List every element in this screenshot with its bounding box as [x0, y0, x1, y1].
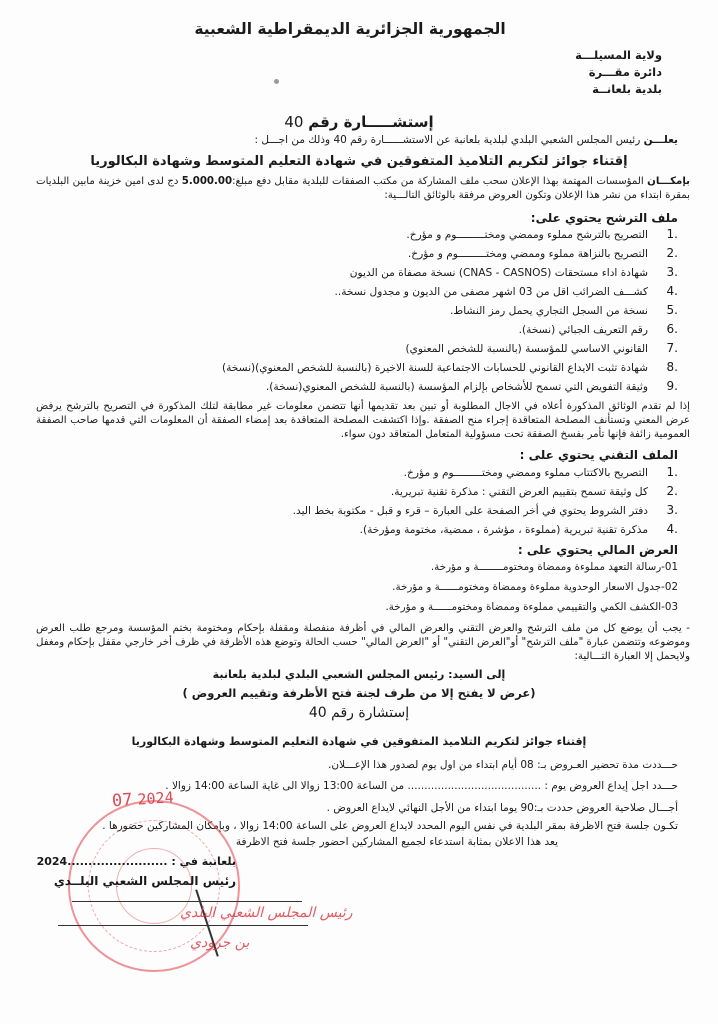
list-item: 9. وثيقة التفويض التي تسمح للأشخاص بإلزام المؤسسة (بالنسبة للشخص المعنوي(نسخة).	[265, 379, 678, 393]
list-item: 8. شهادة تثبت الايداع القانوني للحسابات الاجتماعية للسنة الاخيرة (بالنسبة للشخص المعنوي)(نسخة)	[221, 360, 678, 374]
candidacy-warning: إذا لم تقدم الوثائق المذكورة أعلاه في الاجال المطلوبة أو تبين بعد تقديمها أنها تتضمن معلومات غير مطابقة لتلك المذكورة في التصريح بالترشح يرفض عرض المعني وتستأنف المصلحة المتعاقدة إجراء منح الصفقة .وإذا اكتشفت المصلحة المتعاقدة بعد إمضاء الصفقة أن المعلومات التي قدمها صاحب الصفقة العمومية زائفة فإنها تأمر بفسخ الصفقة تحت مسؤولية المتعامل المتعاقد دون سواء.	[36, 401, 690, 440]
signature-stroke	[58, 925, 308, 926]
consultation-title	[0, 113, 718, 131]
stamp-date-year: 2024	[136, 788, 175, 809]
list-item: 3. شهادة اداء مستحقات (CNAS - CASNOS) نسخة مصفاة من الديون	[349, 265, 678, 279]
envelope-instructions: - يجب أن يوضع كل من ملف الترشح والعرض التقني والعرض المالي في أظرفة منفصلة ومقفلة بإحكام ومختومة بختم المؤسسة ومرجع طلب العرض وموضوعه وتتضمن عبارة "ملف الترشح" أو"العرض التقني" أو "العرض المالي" حسب الحالة وتوضع هذه الأظرفة في ظرف أخر خارجي مقفل بإحكام ومغفل ولايحمل إلا العبارة التـــالية:	[36, 623, 690, 662]
preparation-period: حـــددت مدة تحضير العـروض بـ: 08 أيام ابتداء من اول يوم لصدور هذا الإعـــلان.	[328, 759, 678, 771]
fee-amount: 5.000.00	[181, 176, 233, 187]
intro-paragraph	[36, 175, 690, 203]
list-item: 02-جدول الاسعار الوحدوية مملوءة وممضاة ومختومــــــة و مؤرخة.	[392, 581, 678, 593]
signature-title: رئيس المجلس الشعبي البلــدي	[53, 874, 236, 888]
announce-lead: يعلـــن	[643, 134, 678, 146]
offer-validity: أجـــال صلاحية العروض حددت بـ:90 يوما ابتداء من الأجل النهائي لايداع العروض .	[326, 802, 678, 814]
deposit-deadline	[165, 780, 678, 792]
list-item: 3. دفتر الشروط يحتوي في أخر الصفحة على العبارة – قرء و قبل - مكتوبة بخط اليد.	[292, 503, 678, 517]
signature-date-blank: ........................2024	[36, 855, 168, 868]
fee-unit: دج	[167, 176, 179, 187]
list-item: 6. رقم التعريف الجبائي (نسخة).	[518, 322, 678, 336]
list-item: 4. مذكرة تقنية تبريرية (مملوءة ، مؤشرة ، ممضية، مختومة ومؤرخة).	[359, 522, 678, 536]
envelope-addressee: إلى السيد: رئيس المجلس الشعبي البلدي لبلدية بلعانبة	[212, 668, 506, 681]
financial-list	[386, 561, 679, 621]
daira-label: دائرة مقـــرة	[588, 65, 662, 79]
announce-text: رئيس المجلس الشعبي البلدي لبلدية بلعانبة عن الاستشــــــارة رقم 40 وذلك من اجـــل :	[254, 134, 641, 146]
stamp-date-month: 07	[111, 789, 134, 812]
dot-mark-icon	[274, 79, 279, 84]
envelope-consult-ref: إستشارة رقم 40	[308, 705, 410, 721]
list-item: 01-رسالة التعهد مملوءة وممضاة ومختومــــــــة و مؤرخة.	[430, 561, 678, 573]
handwritten-title: رئيس المجلس الشعبي البلدي	[180, 905, 353, 921]
signature-stroke	[72, 901, 302, 902]
administrative-header	[575, 47, 662, 98]
list-item: 2. كل وثيقة تسمح بتقييم العرض التقني : مذكرة تقنية تبريرية.	[390, 484, 678, 498]
list-item: 1. التصريح بالترشح مملوء وممضي ومختـــــــــوم و مؤرخ.	[406, 227, 678, 241]
candidacy-heading: ملف الترشح يحتوي على:	[530, 211, 678, 225]
technical-heading: الملف التقني يحتوي على :	[519, 448, 678, 462]
para-part2: لدى امين خزينة مابين البلديات بمقرة ابتداء من نشر هذا الإعلان وتكون العروض مرفقة بالوثائق التالـــية:	[36, 176, 690, 201]
announcement-line	[255, 134, 678, 146]
financial-heading: العرض المالي يحتوي على :	[517, 543, 678, 557]
republic-heading: الجمهورية الجزائرية الديمقراطية الشعبية	[194, 20, 506, 38]
subject-heading: إقتناء جوائز لتكريم التلاميذ المتفوقين في شهادة التعليم المتوسط وشهادة البكالوريا	[90, 154, 628, 169]
signature-place	[37, 855, 236, 868]
consultation-title-number: 40	[284, 113, 304, 131]
wilaya-label: ولاية المسيلـــة	[575, 48, 662, 62]
technical-list	[293, 465, 678, 541]
para-lead: بإمكـــان	[647, 176, 690, 187]
list-item: 03-الكشف الكمي والتقييمي مملوءة وممضاة ومختومــــــة و مؤرخة.	[385, 601, 678, 613]
opening-session: تكـون جلسة فتح الاظرفة بمقر البلدية في نفس اليوم المحدد لايداع العروض على الساعة 14:00 زوالا ، وبإمكان المشاركين حضورها .	[102, 820, 678, 832]
handwritten-name: بن جرودي	[190, 935, 250, 951]
list-item: 1. التصريح بالاكتتاب مملوء وممضي ومختـــــــــوم و مؤرخ.	[403, 465, 678, 479]
commune-label: بلدية بلعانــة	[592, 82, 662, 96]
consultation-title-label: إستشـــــارة رقم	[308, 113, 434, 131]
deposit-lead: حـــدد اجل إيداع العروض يوم :	[544, 780, 678, 792]
signature-place-label: بلعانبة في :	[171, 855, 236, 868]
deposit-date-blank: ........................................	[407, 780, 542, 792]
envelope-notice: (عرض لا يفتح إلا من طرف لجنة فتح الأظرفة وتقييم العروض )	[182, 686, 536, 700]
para-part1: المؤسسات المهتمة بهذا الإعلان سحب ملف المشاركة من مكتب الصفقات للبلدية مقابل دفع مبلغ:	[232, 176, 644, 187]
convocation-note: يعد هذا الاعلان بمثابة استدعاء لجميع المشاركين احضور جلسة فتح الاظرفة	[235, 836, 558, 848]
list-item: 5. نسخة من السجل التجاري يحمل رمز النشاط.	[450, 303, 678, 317]
list-item: 4. كشـــف الضرائب اقل من 03 اشهر مصفى من الديون و مجدول نسخة..	[334, 284, 678, 298]
list-item: 7. القانوني الاساسي للمؤسسة (بالنسبة للشخص المعنوي)	[405, 341, 678, 355]
envelope-subject: إقتناء جوائز لتكريم التلاميذ المتفوقين في شهادة التعليم المتوسط وشهادة البكالوريا	[131, 735, 587, 748]
list-item: 2. التصريح بالنزاهة مملوء وممضي ومختـــــــــوم و مؤرخ.	[407, 246, 678, 260]
deposit-time: من الساعة 13:00 زوالا الى غاية الساعة 14:00 زوالا .	[165, 780, 405, 792]
candidacy-list	[222, 227, 678, 398]
